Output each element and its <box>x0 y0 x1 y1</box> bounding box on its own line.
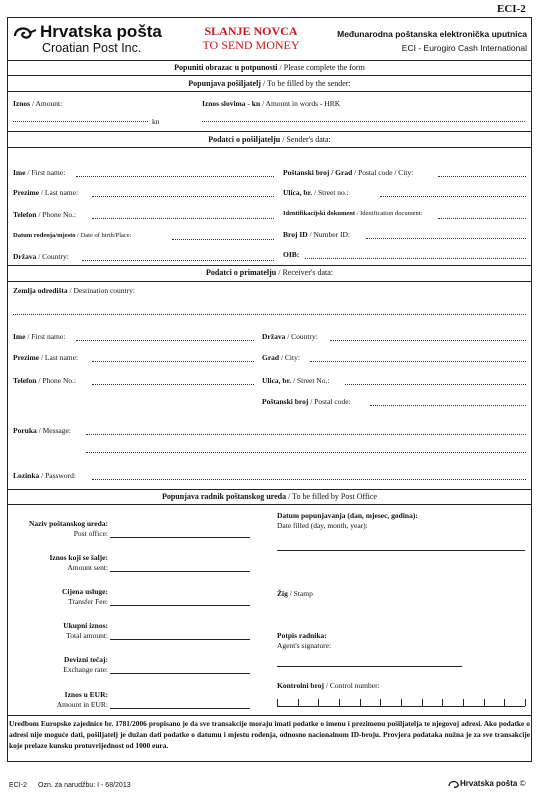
eur-label-en: Amount in EUR: <box>56 700 108 709</box>
control-number-tick <box>484 699 485 706</box>
sender-oib-label: OIB: <box>283 250 300 259</box>
footer-brand: Hrvatska pošta © <box>448 779 526 789</box>
receiver-last-name-label: Prezime / Last name: <box>13 353 79 362</box>
message-field-line2[interactable] <box>86 452 526 453</box>
control-number-tick <box>422 699 423 706</box>
sender-last-name-label: Prezime / Last name: <box>13 188 79 197</box>
receiver-first-name-label: Ime / First name: <box>13 332 66 341</box>
control-number-tick <box>339 699 340 706</box>
amount-field[interactable] <box>13 121 148 122</box>
rate-label-hr: Devizni tečaj: <box>64 655 108 664</box>
control-number-tick <box>318 699 319 706</box>
destination-country-label: Zemlja odredišta / Destination country: <box>13 286 135 295</box>
header-right-line1: Međunarodna poštanska elektronička uputnica <box>337 29 527 39</box>
control-number-tick <box>504 699 505 706</box>
form-frame <box>7 17 532 762</box>
sender-country-label: Država / Country: <box>13 252 69 261</box>
title-en: TO SEND MONEY <box>202 38 300 52</box>
fee-label-en: Transfer Fee: <box>68 597 108 606</box>
receiver-phone-label: Telefon / Phone No.: <box>13 376 77 385</box>
message-field-line1[interactable] <box>86 434 526 435</box>
control-number-tick <box>277 699 278 706</box>
sender-section-header: Popunjava pošiljatelj / To be filled by the sender: <box>188 79 351 88</box>
signature-label-en: Agent's signature: <box>277 641 332 650</box>
control-number-tick <box>442 699 443 706</box>
signature-label-hr: Potpis radnika: <box>277 631 327 640</box>
sender-first-name-label: Ime / First name: <box>13 168 66 177</box>
control-number-label: Kontrolni broj / Control number: <box>277 681 380 690</box>
amount-sent-label-en: Amount sent: <box>67 563 108 572</box>
sender-postal-field[interactable] <box>438 176 526 177</box>
receiver-phone-field[interactable] <box>92 384 254 385</box>
posthorn-icon <box>448 779 460 789</box>
password-label: Lozinka / Password: <box>13 471 76 480</box>
date-filled-label-en: Date filled (day, month, year): <box>277 521 368 530</box>
amount-label: Iznos / Amount: <box>13 99 63 108</box>
stamp-label: Žig / Stamp <box>277 589 313 598</box>
brand-subtitle: Croatian Post Inc. <box>42 41 142 55</box>
message-label: Poruka / Message: <box>13 426 71 435</box>
receiver-street-label: Ulica, br. / Street No.: <box>262 376 330 385</box>
form-code: ECI-2 <box>497 3 526 15</box>
sender-first-name-field[interactable] <box>76 176 274 177</box>
destination-country-field[interactable] <box>13 314 526 315</box>
footer-code: ECI-2 <box>9 782 27 789</box>
fee-label-hr: Cijena usluge: <box>61 587 108 596</box>
sender-country-field[interactable] <box>82 260 274 261</box>
rate-label-en: Exchange rate: <box>63 665 108 674</box>
sender-id-doc-field[interactable] <box>438 218 526 219</box>
sender-oib-field[interactable] <box>305 258 526 259</box>
total-label-en: Total amount: <box>66 631 108 640</box>
sender-phone-label: Telefon / Phone No.: <box>13 210 77 219</box>
office-name-label-hr: Naziv poštanskog ureda: <box>28 519 108 528</box>
title-hr: SLANJE NOVCA <box>204 24 298 38</box>
date-filled-field[interactable] <box>277 550 525 551</box>
office-name-label-en: Post office: <box>73 529 108 538</box>
total-label-hr: Ukupni iznos: <box>63 621 108 630</box>
signature-field[interactable] <box>277 666 462 667</box>
brand-name: Hrvatska pošta <box>40 22 162 41</box>
sender-phone-field[interactable] <box>92 218 274 219</box>
sender-id-number-field[interactable] <box>366 238 526 239</box>
receiver-last-name-field[interactable] <box>92 361 254 362</box>
regulation-notice: Uredbom Europske zajednice br. 1781/2006 propisano je da sve transakcije moraju imati podatke o imenu i prezimenu pošiljatelja te njegovoj adresi. Ako podatke o adresi nije moguće dati, pošiljatelj je dužan dati podatke o datumu i mjestu rođenja, odnosno nacionalnom ID-broju. Provjera podataka nužna je za sve transakcije koje prelaze kunsku protuvrijednost od 1000 eura. <box>9 719 530 750</box>
amount-words-label: Iznos slovima - kn / Amount in words - HRK <box>202 99 341 108</box>
footer-order: Ozn. za narudžbu: I - 68/2013 <box>38 782 131 789</box>
date-filled-label-hr: Datum popunjavanja (dan, mjesec, godina): <box>277 511 418 520</box>
control-number-tick <box>525 699 526 706</box>
sender-last-name-field[interactable] <box>92 196 274 197</box>
amount-sent-label-hr: Iznos koji se šalje: <box>49 553 108 562</box>
amount-unit: kn <box>152 117 160 126</box>
amount-words-field[interactable] <box>202 121 525 122</box>
office-section-header: Popunjava radnik poštanskog ureda / To be filled by Post Office <box>161 492 378 501</box>
receiver-city-field[interactable] <box>310 361 526 362</box>
receiver-street-field[interactable] <box>345 384 526 385</box>
receiver-country-label: Država / Country: <box>262 332 318 341</box>
control-number-tick <box>380 699 381 706</box>
receiver-postal-label: Poštanski broj / Postal code: <box>262 397 351 406</box>
office-name-field[interactable] <box>110 537 250 538</box>
sender-id-doc-label: Identifikacijski dokument / Idenification document: <box>283 210 423 217</box>
password-field[interactable] <box>92 479 526 480</box>
amount-sent-field[interactable] <box>110 571 250 572</box>
control-number-tick <box>401 699 402 706</box>
sender-dob-label: Datum rođenja/mjesto / Date of birth/Place: <box>13 232 132 239</box>
receiver-country-field[interactable] <box>330 340 526 341</box>
sender-data-header: Podatci o pošiljatelju / Sender's data: <box>208 135 331 144</box>
instructions-banner: Popuniti obrazac u potpunosti / Please complete the form <box>174 63 365 72</box>
sender-street-label: Ulica, br. / Street no.: <box>283 188 349 197</box>
receiver-data-header: Podatci o primatelju / Receiver's data: <box>206 268 333 277</box>
fee-field[interactable] <box>110 605 250 606</box>
receiver-city-label: Grad / City: <box>262 353 300 362</box>
control-number-tick <box>360 699 361 706</box>
control-number-tick <box>463 699 464 706</box>
receiver-postal-field[interactable] <box>370 405 526 406</box>
posthorn-icon <box>12 24 38 44</box>
sender-id-number-label: Broj ID / Number ID: <box>283 230 350 239</box>
sender-street-field[interactable] <box>380 196 526 197</box>
control-number-field[interactable] <box>277 693 525 707</box>
receiver-first-name-field[interactable] <box>76 340 254 341</box>
control-number-tick <box>298 699 299 706</box>
header-right-line2: ECI - Eurogiro Cash International <box>401 43 527 53</box>
sender-dob-field[interactable] <box>172 239 274 240</box>
rate-field[interactable] <box>110 673 250 674</box>
eur-field[interactable] <box>110 708 250 709</box>
total-field[interactable] <box>110 639 250 640</box>
eur-label-hr: Iznos u EUR: <box>64 690 108 699</box>
sender-postal-label: Poštanski broj / Grad / Postal code / City: <box>283 168 414 177</box>
